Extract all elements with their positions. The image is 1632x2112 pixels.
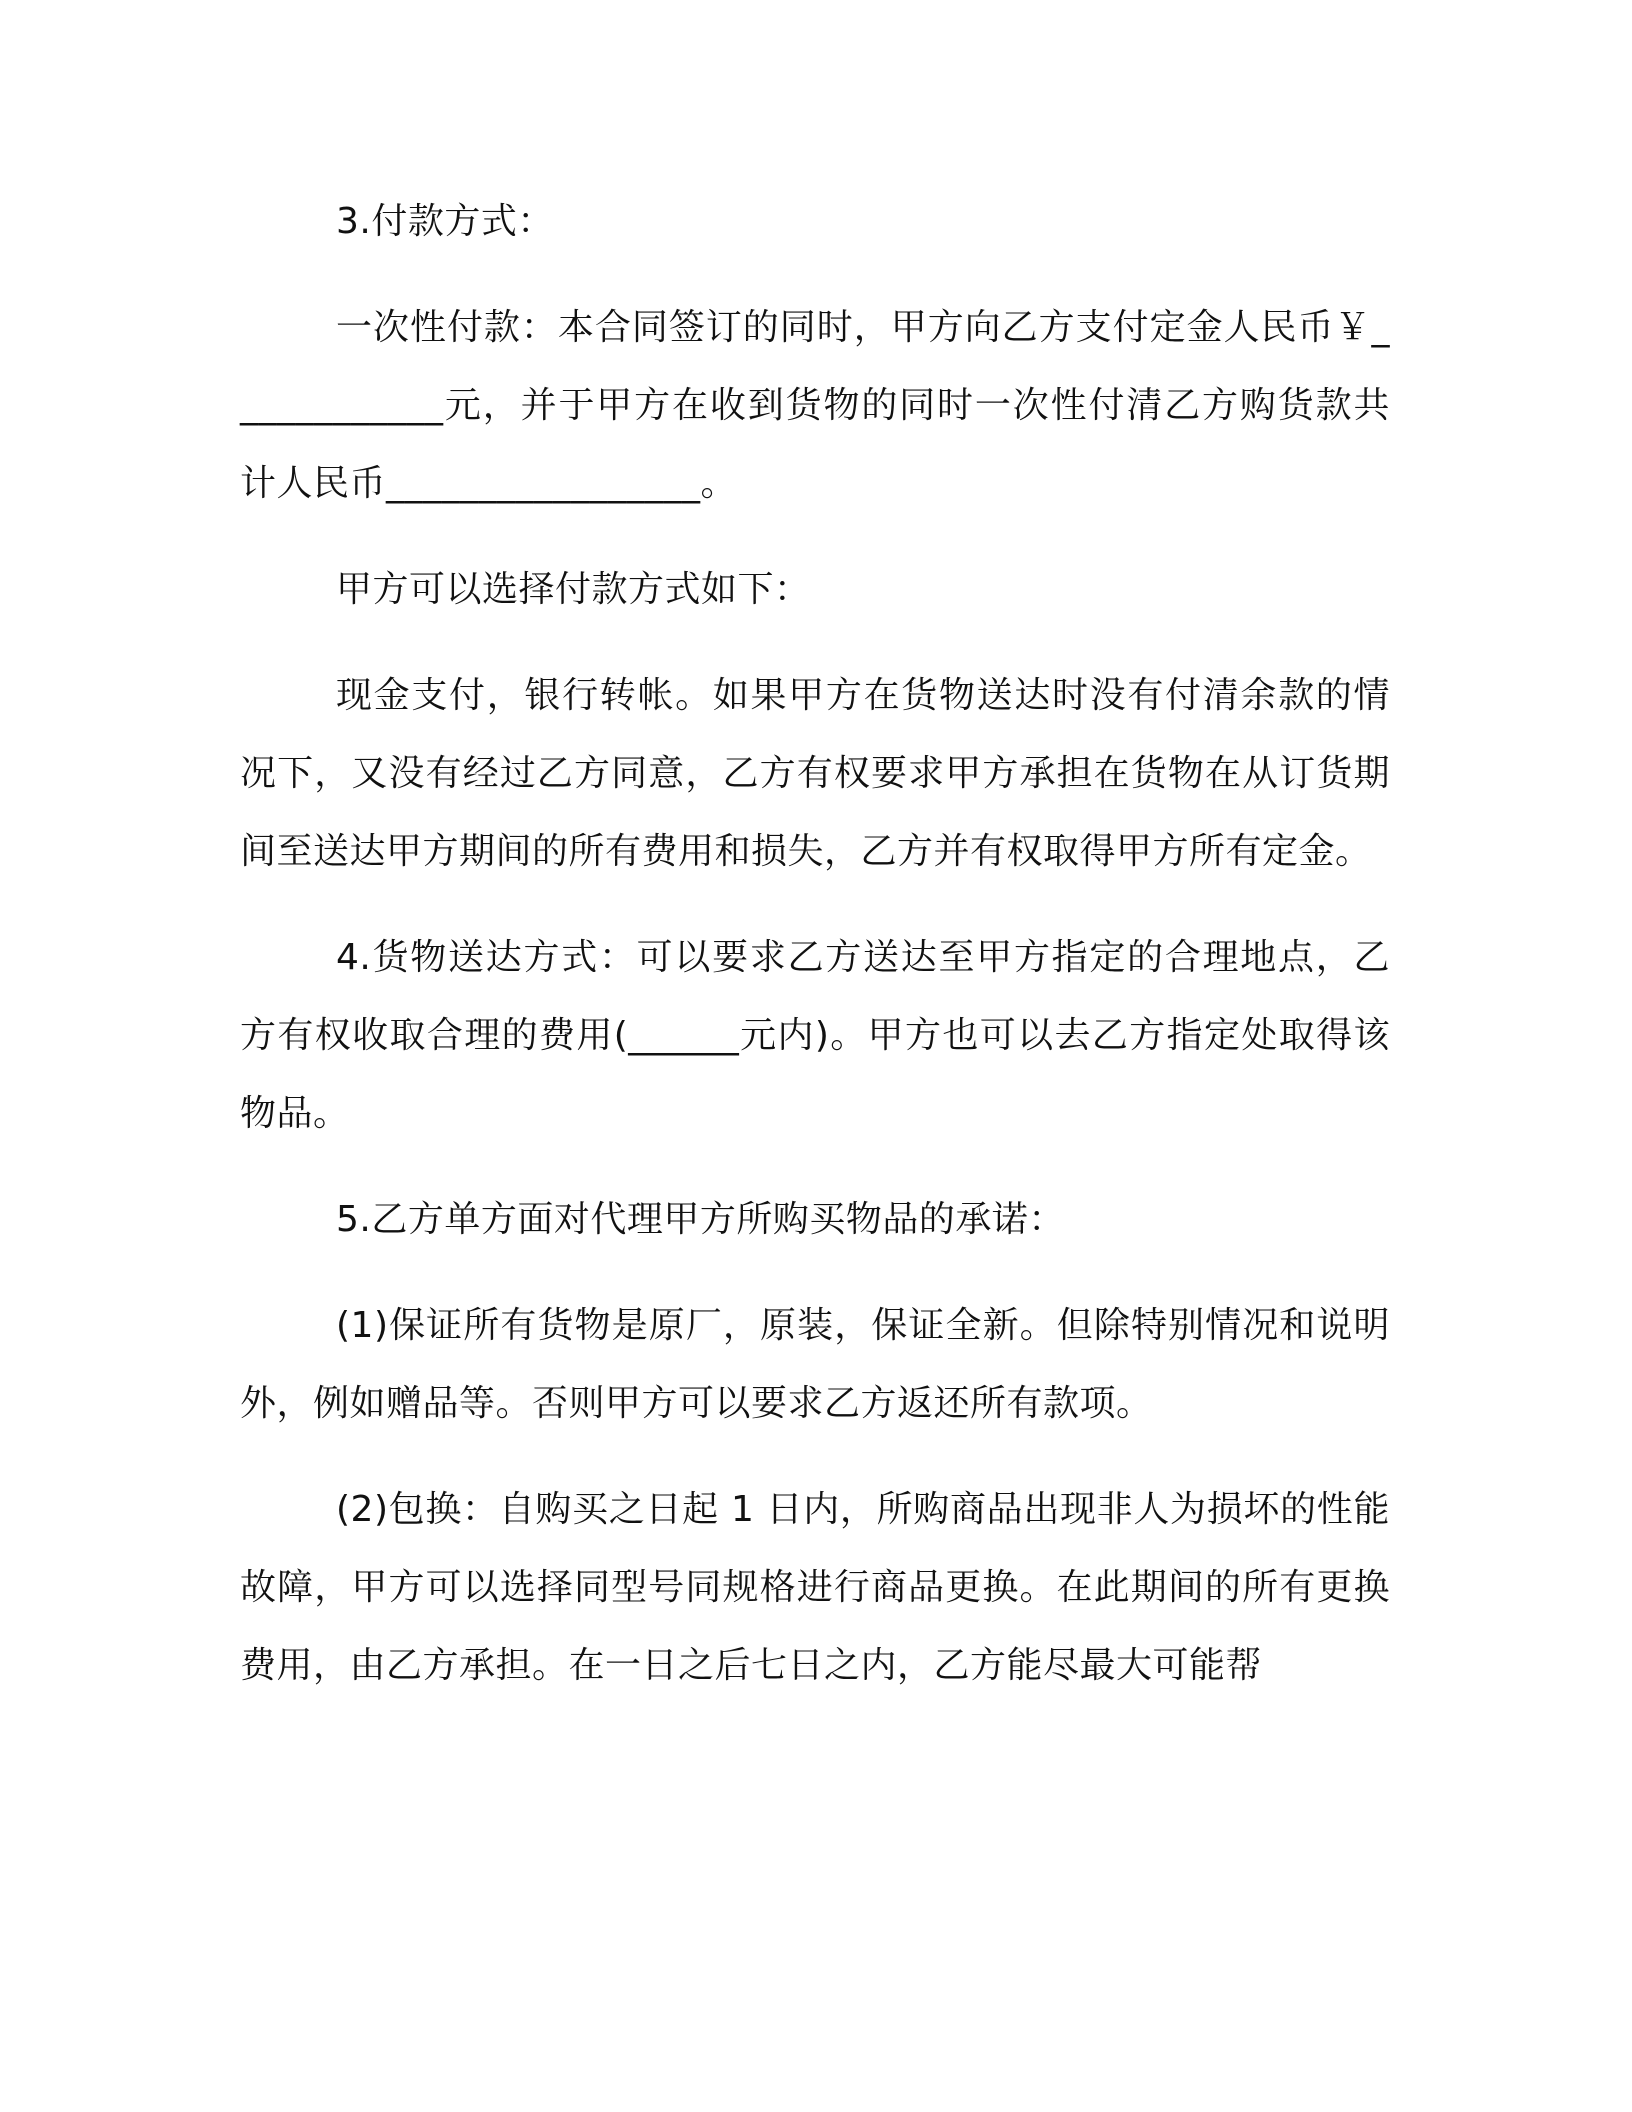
lump-sum-payment-paragraph: 一次性付款：本合同签订的同时，甲方向乙方支付定金人民币￥____________元，并于甲方在收到货物的同时一次性付清乙方购货款共计人民币_________________。 xyxy=(240,307,1390,504)
clause-5-item-2-paragraph: (2)包换：自购买之日起 1 日内，所购商品出现非人为损坏的性能故障，甲方可以选择同型号同规格进行商品更换。在此期间的所有更换费用，由乙方承担。在一日之后七日之内，乙方能尽最大可能帮 xyxy=(240,1489,1390,1686)
clause-4-delivery-paragraph: 4.货物送达方式：可以要求乙方送达至甲方指定的合理地点，乙方有权收取合理的费用(______元内)。甲方也可以去乙方指定处取得该物品。 xyxy=(240,937,1390,1134)
clause-5-heading: 5.乙方单方面对代理甲方所购买物品的承诺： xyxy=(336,1199,1065,1240)
payment-options-heading: 甲方可以选择付款方式如下： xyxy=(336,569,811,610)
document-body xyxy=(240,183,1390,1705)
clause-5-item-1-paragraph: (1)保证所有货物是原厂，原装，保证全新。但除特别情况和说明外，例如赠品等。否则甲方可以要求乙方返还所有款项。 xyxy=(240,1305,1390,1424)
payment-options-paragraph: 现金支付，银行转帐。如果甲方在货物送达时没有付清余款的情况下，又没有经过乙方同意，乙方有权要求甲方承担在货物在从订货期间至送达甲方期间的所有费用和损失，乙方并有权取得甲方所有定金。 xyxy=(240,675,1390,872)
clause-3-heading: 3.付款方式： xyxy=(336,201,554,242)
